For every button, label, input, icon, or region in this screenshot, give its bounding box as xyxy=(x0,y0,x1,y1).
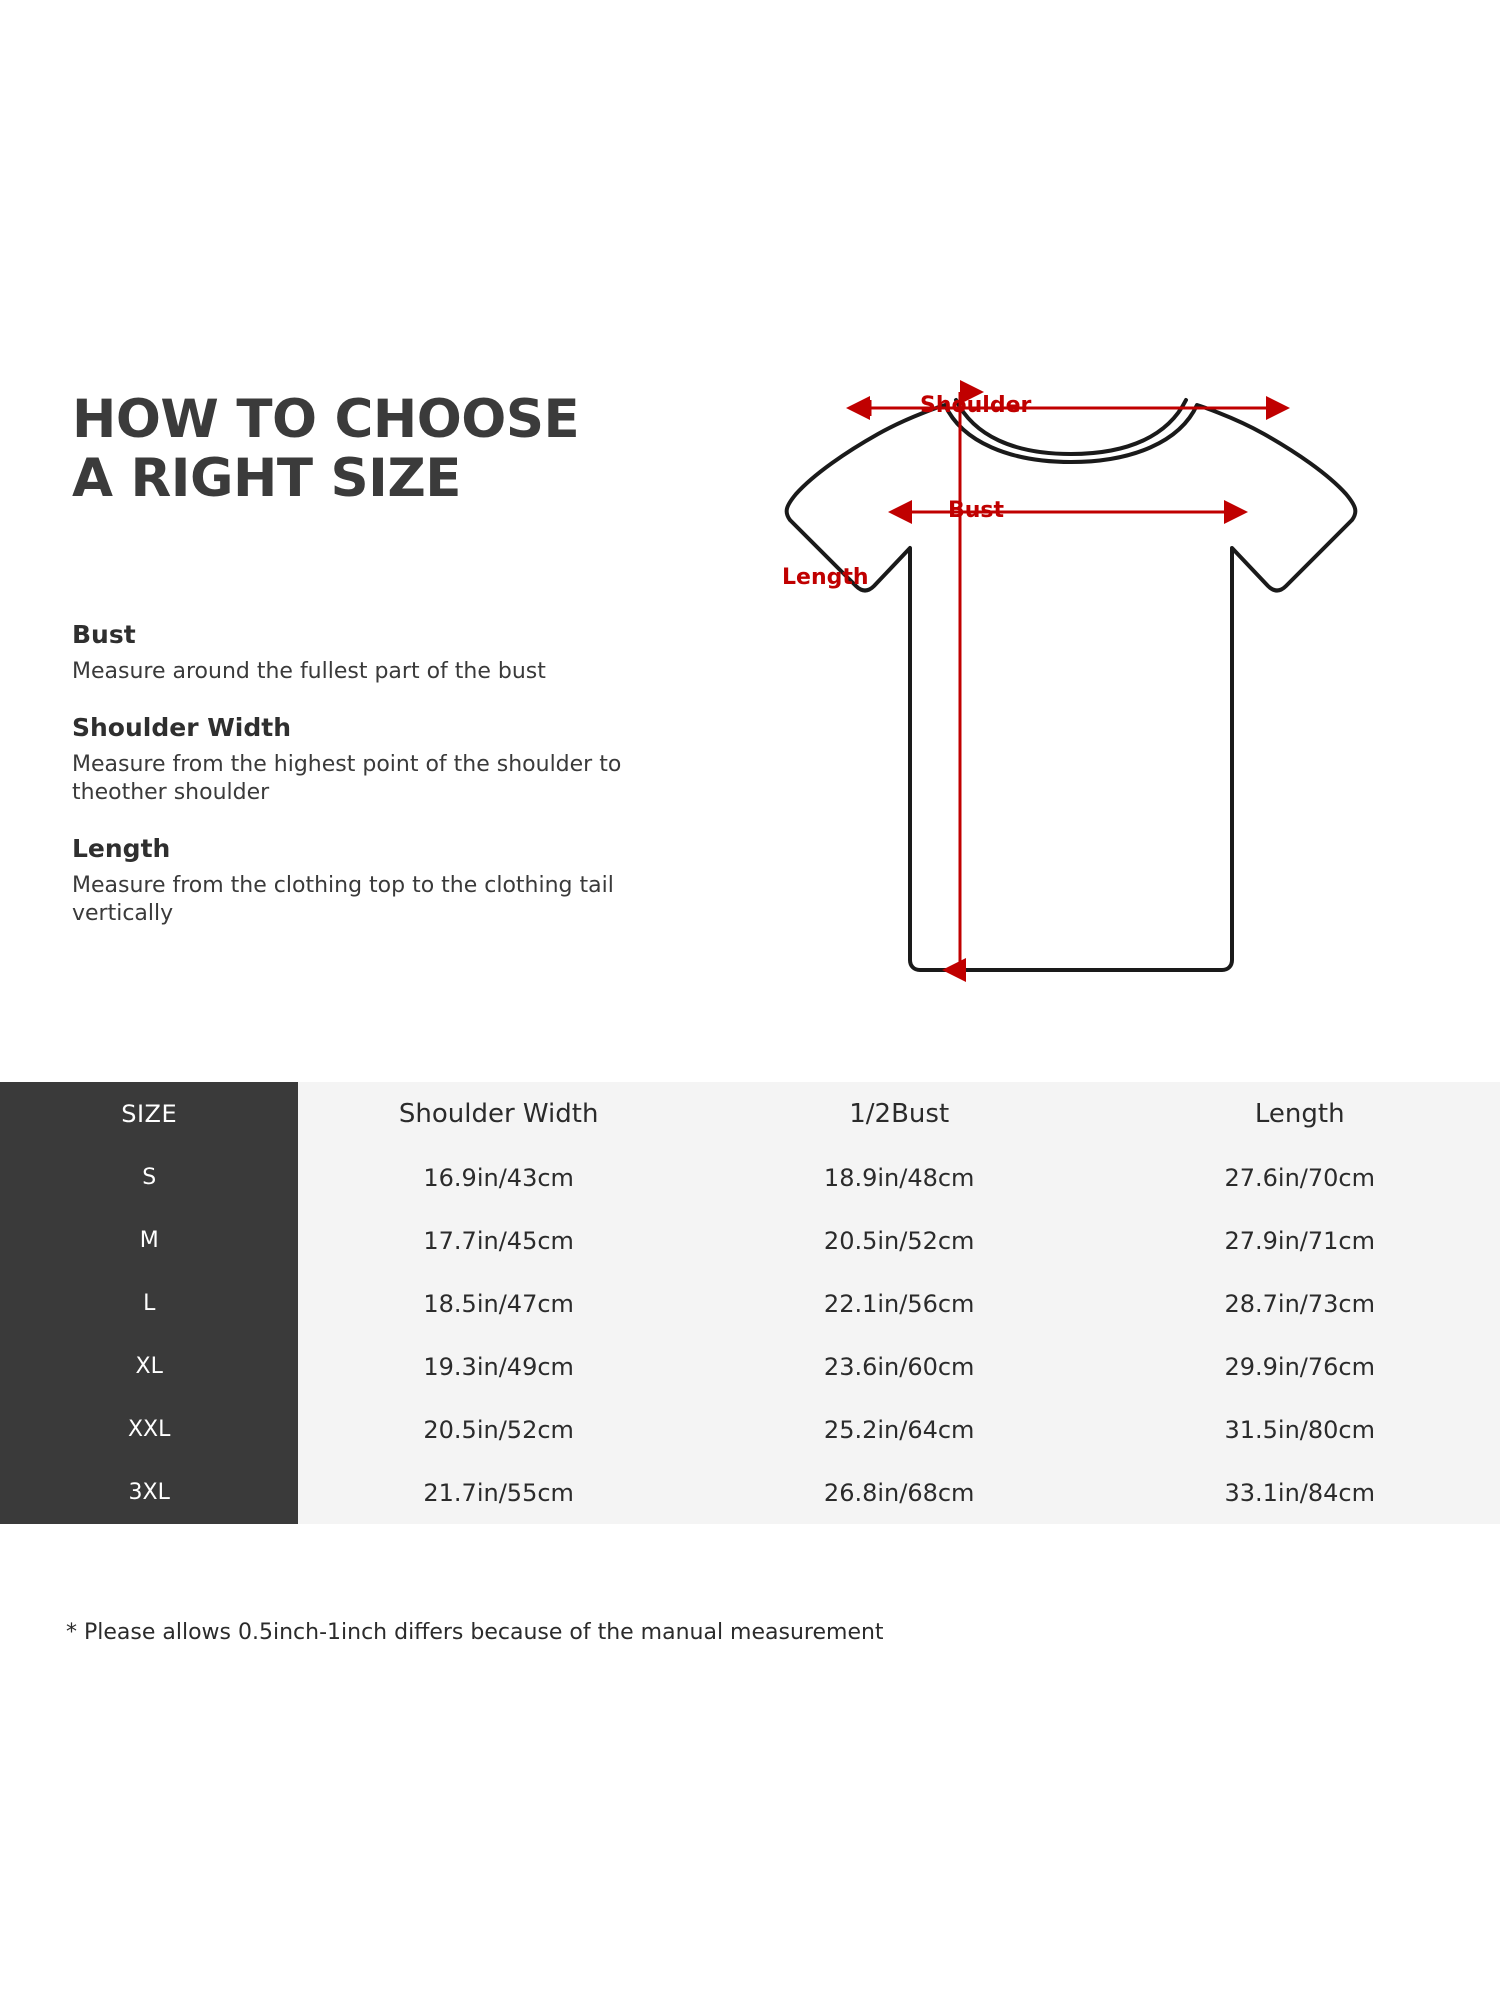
cell-size: L xyxy=(0,1272,298,1335)
column-header-half-bust: 1/2Bust xyxy=(699,1082,1100,1146)
cell-size: S xyxy=(0,1146,298,1209)
cell-half-bust: 23.6in/60cm xyxy=(699,1335,1100,1398)
bust-label: Bust xyxy=(948,498,1005,523)
cell-size: 3XL xyxy=(0,1461,298,1524)
cell-length: 28.7in/73cm xyxy=(1099,1272,1500,1335)
table-row xyxy=(0,1335,1500,1398)
cell-shoulder-width: 16.9in/43cm xyxy=(298,1146,699,1209)
column-header-size: SIZE xyxy=(0,1082,298,1146)
top-section xyxy=(0,330,1500,1070)
cell-length: 29.9in/76cm xyxy=(1099,1335,1500,1398)
tshirt-measurement-diagram xyxy=(760,350,1380,1010)
cell-half-bust: 18.9in/48cm xyxy=(699,1146,1100,1209)
table-header xyxy=(0,1082,1500,1146)
cell-shoulder-width: 18.5in/47cm xyxy=(298,1272,699,1335)
definition-description: Measure from the clothing top to the clothing tail vertically xyxy=(72,872,614,927)
cell-size: M xyxy=(0,1209,298,1272)
definition-term: Bust xyxy=(72,620,136,649)
measurement-footnote: * Please allows 0.5inch-1inch differs because of the manual measurement xyxy=(66,1620,884,1645)
measurement-definitions xyxy=(72,620,692,955)
page-title-line-2: A RIGHT SIZE xyxy=(72,448,461,510)
cell-shoulder-width: 19.3in/49cm xyxy=(298,1335,699,1398)
cell-half-bust: 25.2in/64cm xyxy=(699,1398,1100,1461)
page-title-line-1: HOW TO CHOOSE xyxy=(72,389,580,450)
length-label: Length xyxy=(782,565,869,590)
definition-shoulder-width xyxy=(72,713,692,808)
cell-half-bust: 26.8in/68cm xyxy=(699,1461,1100,1524)
cell-half-bust: 20.5in/52cm xyxy=(699,1209,1100,1272)
definition-bust xyxy=(72,620,692,687)
table-header-row xyxy=(0,1082,1500,1146)
cell-size: XXL xyxy=(0,1398,298,1461)
table-row xyxy=(0,1209,1500,1272)
column-header-length: Length xyxy=(1099,1082,1500,1146)
size-chart-table xyxy=(0,1082,1500,1524)
definition-description: Measure around the fullest part of the bust xyxy=(72,659,546,684)
definition-description: Measure from the highest point of the shoulder to theother shoulder xyxy=(72,751,622,806)
definition-term: Shoulder Width xyxy=(72,712,292,742)
cell-shoulder-width: 20.5in/52cm xyxy=(298,1398,699,1461)
table-row xyxy=(0,1398,1500,1461)
cell-length: 27.9in/71cm xyxy=(1099,1209,1500,1272)
cell-shoulder-width: 17.7in/45cm xyxy=(298,1209,699,1272)
tshirt-illustration xyxy=(760,350,1380,1010)
definition-length xyxy=(72,834,692,929)
cell-length: 33.1in/84cm xyxy=(1099,1461,1500,1524)
table-row xyxy=(0,1146,1500,1209)
cell-length: 31.5in/80cm xyxy=(1099,1398,1500,1461)
cell-size: XL xyxy=(0,1335,298,1398)
page-title xyxy=(72,390,692,509)
size-chart-table-wrapper xyxy=(0,1082,1500,1524)
shoulder-label: Shoulder xyxy=(920,393,1032,418)
table-row xyxy=(0,1461,1500,1524)
table-row xyxy=(0,1272,1500,1335)
cell-length: 27.6in/70cm xyxy=(1099,1146,1500,1209)
column-header-shoulder-width: Shoulder Width xyxy=(298,1082,699,1146)
table-body xyxy=(0,1146,1500,1524)
definition-term: Length xyxy=(72,833,171,863)
cell-half-bust: 22.1in/56cm xyxy=(699,1272,1100,1335)
cell-shoulder-width: 21.7in/55cm xyxy=(298,1461,699,1524)
